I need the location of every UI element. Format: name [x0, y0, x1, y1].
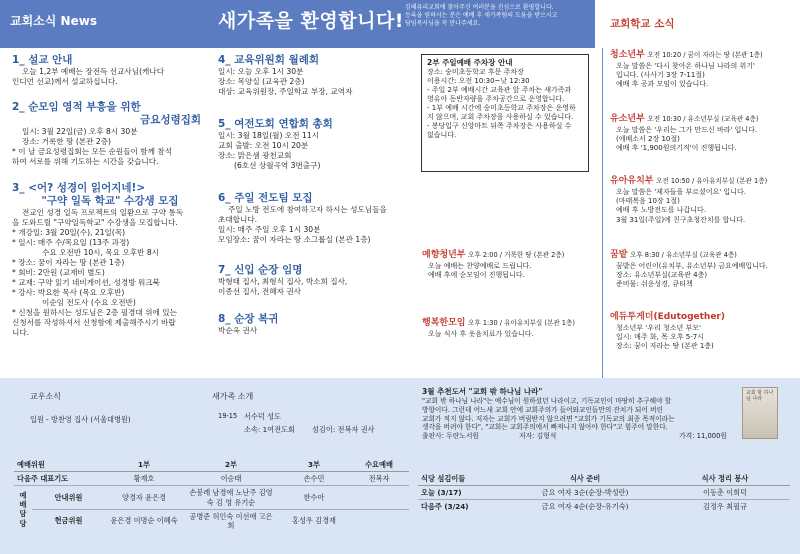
table-header: 식사 정리 봉사 [660, 472, 790, 486]
dreamfield-section [610, 250, 796, 290]
text-line: * 회비: 2만원 (교재비 별도) [12, 268, 105, 278]
welcome-notice [405, 4, 585, 28]
young-adults-section [422, 250, 600, 280]
table-header: 수요예배 [349, 458, 409, 472]
recommended-book [422, 387, 727, 441]
text-line: 없습니다. [427, 131, 457, 140]
dept-title: 청소년부 [610, 50, 645, 60]
new-family-helper: 섬김이: 전복자 권사 [312, 425, 375, 434]
notice-line: 등록을 원하시는 분은 예배 후 새가족팀의 도움을 받으시고 [405, 12, 558, 20]
dept-title: 꿈밭 [610, 250, 628, 260]
table-header: 2부 [183, 458, 279, 472]
dept-schedule: 오전 10:20 / 꿈이 자라는 땅 (본관 1층) [647, 51, 763, 59]
text-line: 모임장소: 꿈이 자라는 땅 소그룹실 (본관 1층) [218, 235, 371, 245]
table-header: 식사 준비 [510, 472, 660, 486]
row-label: 안내위원 [32, 486, 105, 509]
text-line: * 개강일: 3월 20일(수), 21일(목) [12, 228, 126, 238]
text-line: 니다. [12, 328, 30, 338]
table-header: 예배위원 [14, 458, 105, 472]
bullet-line: 오늘 예배는 찬양예배로 드립니다. [428, 261, 532, 270]
section-title: 1_ 설교 안내 [12, 54, 73, 66]
book-line: 방향이다. 그런데 어느새 교회 안에 교회주의가 들어와교인들만의 잔치가 되어 버린 [422, 405, 663, 414]
dept-schedule: 오후 2:00 / 거룩한 땅 (본관 2층) [468, 251, 565, 259]
text-line: 이순임 전도사 (수요 오전반) [42, 298, 136, 308]
text-line: 일시: 3월 18일(월) 오전 11시 [218, 131, 319, 141]
edutogether-section [610, 312, 796, 352]
text-line: - 1부 예배 시간에 숭미초등학교 주차장은 운영하 [427, 104, 576, 113]
bullet-line: (마태복음 10장 1절) [616, 196, 680, 205]
bullet-line: 예배 후 공과 모임이 있습니다. [616, 80, 709, 89]
parking-notice-box [421, 54, 589, 172]
bullet-line: 오늘 말씀은 '제자들을 부르셨어요' 입니다. [616, 187, 746, 196]
bullet-line: 청소년부 '우리 청소년 부모' [616, 323, 701, 332]
text-line: 주일 노방 전도에 참여하고자 하시는 성도님들을 [228, 205, 387, 215]
table-cell: 황재호 [105, 472, 183, 486]
bible-school-section [12, 182, 208, 338]
table-cell: 금요 여자 3순(순장-박성란) [510, 486, 660, 500]
bullet-line: 꿈밭은 어린이(유치부, 유소년부) 금요예배입니다. [616, 261, 768, 270]
children-section [610, 114, 796, 154]
bullet-line: 오늘 말씀은 '우리는 그가 만드신 바라' 입니다. [616, 125, 758, 134]
section-title: 2_ 순모임 영적 부흥을 위한 [12, 101, 141, 113]
text-line: 이용시간: 오전 10:30~낮 12:30 [427, 76, 530, 85]
text-line: (6호선 상월곡역 3번출구) [234, 161, 321, 171]
text-line: 전교인 성경 일독 프로젝트의 일환으로 구약 통독 [22, 208, 184, 218]
table-cell: 한수아 [279, 486, 349, 509]
meal-service-table [418, 472, 790, 514]
section-title: "구약 일독 학교" 수강생 모집 [41, 195, 179, 208]
dept-schedule: 오후 8:30 / 유소년부실 (교육관 4층) [629, 251, 737, 259]
book-price: 가격: 11,000원 [679, 432, 727, 441]
bullet-line: 입니다. (사사기 3장 7-11절) [616, 70, 705, 79]
book-cover-image [742, 387, 778, 439]
text-line: * 장소: 꿈이 자라는 땅 (본관 1층) [12, 258, 125, 268]
bullet-line: (에베소서 2장 10절) [616, 134, 680, 143]
table-cell: 이동춘 이희덕 [660, 486, 790, 500]
text-line: 을 도와드릴 "구약일독학교" 수강생을 모집합니다. [12, 218, 178, 228]
leader-return-section [218, 313, 413, 336]
text-line: 오늘 1,2부 예배는 장전득 선교사님(캐나다 [22, 67, 165, 77]
text-line: 영유아 동반자량을 주차공간으로 운영합니다. [427, 95, 565, 104]
text-line: 박형태 집사, 최형식 집사, 박소희 집사, [218, 277, 348, 287]
text-line: 장소: 맑은샘 광천교회 [218, 151, 292, 161]
book-title: 3월 추천도서 "교회 밖 하나님 나라" [422, 387, 543, 396]
bullet-line: 예배 후에 순모임이 진행됩니다. [428, 270, 525, 279]
evangelism-team-section [218, 192, 418, 245]
text-line: 지 않으며, 교회 주차장을 사용하실 수 있습니다. [427, 113, 574, 122]
table-cell: 윤은경 이명순 이혜숙 [110, 516, 178, 526]
book-cover-title: 교회 밖 하나님 나라 [746, 390, 774, 402]
dept-schedule: 오후 1:30 / 유아유치부실 (본관 1층) [468, 319, 575, 327]
bullet-line: 예배 후 노방전도를 나갑니다. [616, 206, 707, 215]
text-line: 신청서를 작성하셔서 신청함에 제출해주시기 바랍 [12, 318, 176, 328]
womens-assembly-section [218, 118, 413, 171]
section-title: 5_ 여전도회 연합회 총회 [218, 118, 333, 130]
table-cell: 금요 여자 4순(순장-유기숙) [541, 502, 629, 512]
text-line: 장소: 거룩한 땅 (본관 2층) [22, 137, 111, 147]
new-family-name: 서수덕 성도 [244, 412, 282, 421]
text-line: 대상: 교육위원장, 주일학교 부장, 교역자 [218, 87, 353, 97]
section-title: 7_ 신입 순장 임명 [218, 264, 303, 276]
row-label: 다음주 대표기도 [14, 472, 105, 486]
text-line: * 교재: 구약 읽기 네비게이션, 성경방 워크북 [12, 278, 160, 288]
table-cell: 손봉례 남경애 노난주 김영숙 김 영 유기순 [183, 486, 279, 509]
table-row [418, 486, 790, 500]
dept-title: 유아유치부 [610, 176, 654, 186]
dept-title: 행복한모임 [422, 318, 466, 328]
dept-schedule: 오전 10:50 / 유아유치부실 (본관 1층) [656, 177, 768, 185]
book-author: 저자: 김형석 [518, 432, 557, 441]
happy-group-section [422, 318, 600, 339]
text-line: - 봉당입구 신앙마트 뒤쪽 주차장은 사용하실 수 [427, 122, 572, 131]
notice-line: 김해유리교회에 찾아주신 여러분을 진심으로 환영합니다. [405, 4, 554, 11]
section-title: 3_ <어? 성경이 읽어지네!> [12, 182, 146, 194]
table-cell: 홍성우 김경재 [292, 516, 336, 526]
box-title: 2부 주일예배 주차장 안내 [427, 58, 513, 67]
text-line: * 이 날 금요성령집회는 모든 순원들이 함께 참석 [12, 147, 173, 157]
table-header: 식당 섬김이들 [418, 472, 510, 486]
bullet-line: 3월 31일(주일)에 친구초청잔치를 합니다. [616, 215, 746, 224]
new-family-title: 새가족 소개 [212, 392, 254, 401]
bullet-line: 예배 후 '1,900원의기적'이 진행됩니다. [616, 144, 737, 153]
dept-schedule: 오전 10:30 / 유소년부실 (교육관 4층) [647, 115, 759, 123]
bullet-line: 일시: 매주 화, 목 오후 5-7시 [616, 332, 704, 341]
new-family-number: 19-15 [218, 412, 238, 420]
dept-title: 에듀투게더(Edutogether) [610, 312, 725, 322]
bullet-line: 준비물: 쉬운성경, 큐티책 [616, 280, 693, 289]
text-line: 박순옥 권사 [218, 326, 258, 336]
table-cell: 양경자 윤은경 [105, 486, 183, 509]
book-publisher: 출판사: 두란노서원 [422, 432, 479, 441]
sermon-section [12, 54, 207, 87]
school-news-title: 교회학교 소식 [610, 18, 675, 30]
table-cell: 김정우 최필규 [703, 502, 747, 512]
table-cell: 공병준 허인숙 이선애 고은희 [189, 511, 273, 531]
member-news-line: 입원 - 방찬영 집사 (서울대병원) [30, 415, 131, 424]
table-cell: 손수민 [279, 472, 349, 486]
worship-committee-table [14, 458, 409, 532]
section-title: 6_ 주일 전도팀 모집 [218, 192, 313, 204]
section-title: 4_ 교육위원회 월례회 [218, 54, 320, 66]
text-line: 수요 오전반 10시, 목요 오후반 8시 [42, 248, 160, 258]
row-label: 예배 담당 [19, 490, 27, 528]
table-cell: 이승태 [183, 472, 279, 486]
section-title: 금요성령집회 [140, 114, 201, 127]
bullet-line: 장소: 꿈이 자라는 땅 (본관 1층) [616, 342, 714, 351]
table-row [14, 472, 409, 486]
text-line: 일시: 매주 주일 오후 1시 30분 [218, 225, 321, 235]
text-line: 일시: 오늘 오후 1시 30분 [218, 67, 304, 77]
table-row [418, 500, 790, 514]
book-line: 생각을 버려야 한다", "교회는 교회주의에서 빠져나지 않아야 한다"고 힘주어 말한다. [422, 423, 668, 432]
text-line: * 강사: 박요한 목사 (목요 오후반) [12, 288, 125, 298]
table-cell: 전복자 [349, 472, 409, 486]
table-header: 1부 [105, 458, 183, 472]
text-line: 일시: 3월 22일(금) 오후 8시 30분 [22, 127, 138, 137]
column-divider [602, 48, 603, 378]
prayer-meeting-section [12, 101, 207, 167]
table-cell: 오늘 (3/17) [418, 486, 510, 500]
dept-title: 유소년부 [610, 114, 645, 124]
table-row [14, 486, 409, 509]
table-row [14, 509, 409, 532]
table-header: 3부 [279, 458, 349, 472]
text-line: 이종선 집사, 전혜자 권사 [218, 287, 302, 297]
text-line: * 신청을 원하시는 성도님은 2층 필경대 위에 있는 [12, 308, 177, 318]
table-header-row [14, 458, 409, 472]
bullet-line: 오늘 식사 후 옷음치료가 있습니다. [428, 329, 534, 338]
notice-line: 담임목사님을 꼭 만나주세요. [405, 20, 481, 28]
member-news-title: 교우소식 [30, 392, 61, 401]
new-family-group: 소속: 1여전도회 [244, 425, 295, 434]
text-line: 장소: 숭미초등학교 후문 주차장 [427, 67, 524, 76]
book-line: 교회가 적지 않다. 저자는 교회가 버림받지 않으려면 "교회가 기독교의 최종 목적이라는 [422, 414, 675, 423]
kindergarten-section [610, 176, 796, 225]
table-cell: 다음주 (3/24) [421, 502, 469, 512]
news-title: 교회소식 News [10, 14, 97, 28]
bullet-line: 장소: 유소년부실(교육관 4층) [616, 270, 708, 279]
bullet-line: 오늘 말씀은 '다시 찾아온 하나님 나라의 위기' [616, 61, 755, 70]
book-line: "교회 밖 하나님 나라"는 예수님이 원하셨던 나라이고, 기독교인이 마땅히 추구해야 할 [422, 396, 672, 405]
text-line: 장소: 목양실 (교육관 2층) [218, 77, 305, 87]
text-line: - 주일 2부 예배시간 교육관 앞 주차는 새가족과 [427, 85, 572, 94]
teen-section [610, 50, 796, 90]
section-title: 8_ 순장 복귀 [218, 313, 279, 325]
text-line: 하여 서로를 위해 기도하는 시간을 갖습니다. [12, 157, 159, 167]
text-line: * 일시: 매주 수/목요일 (13주 과정) [12, 238, 130, 248]
row-label: 헌금위원 [54, 516, 83, 526]
dept-title: 예향청년부 [422, 250, 466, 260]
welcome-title: 새가족을 환영합니다! [218, 10, 404, 32]
table-header-row [418, 472, 790, 486]
education-meeting-section [218, 54, 413, 97]
text-line: 교회 출발: 오전 10시 20분 [218, 141, 309, 151]
text-line: 인디언 선교)께서 설교하십니다. [12, 77, 118, 87]
text-line: 초대합니다. [218, 215, 258, 225]
new-leaders-section [218, 264, 413, 297]
